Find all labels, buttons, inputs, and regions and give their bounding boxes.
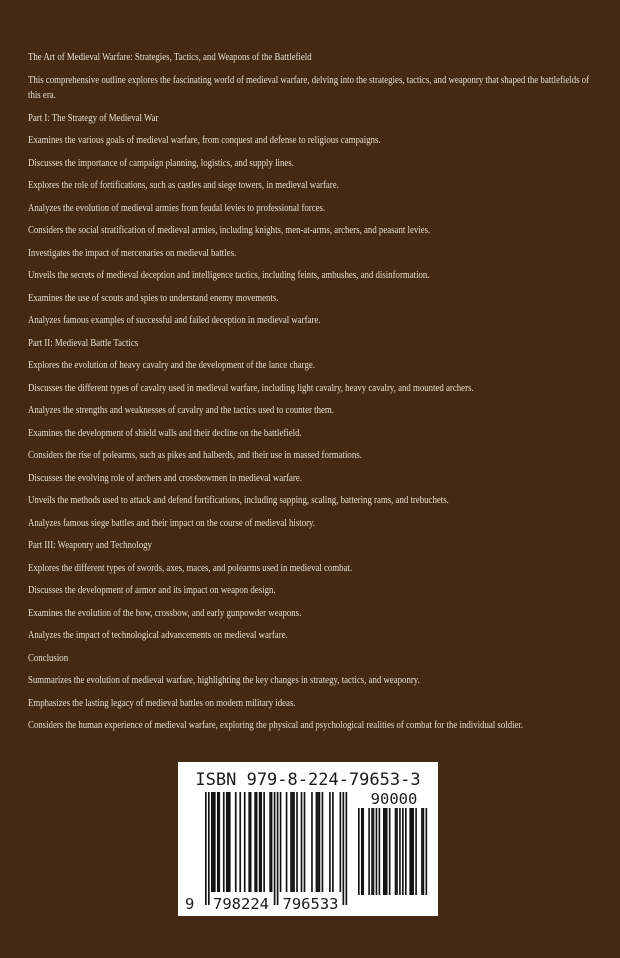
barcode-bar (296, 792, 298, 892)
barcode-bar (405, 808, 407, 895)
barcode-bar (340, 792, 342, 892)
barcode-bar (248, 792, 250, 892)
barcode-bar (409, 808, 411, 895)
outline-line: Considers the human experience of medieval warfare, exploring the physical and psychological realities of combat for the individual soldier. (28, 719, 524, 731)
outline-line: Part I: The Strategy of Medieval War (28, 111, 159, 124)
barcode-bar (293, 792, 295, 892)
barcode-bar (277, 792, 279, 905)
outline-line: Discusses the importance of campaign planning, logistics, and supply lines. (28, 156, 294, 169)
outline-line: Explores the evolution of heavy cavalry and the development of the lance charge. (28, 359, 315, 371)
ean13-lead-digit: 9 (185, 895, 195, 913)
barcode-bar (358, 808, 360, 895)
barcode-bar (244, 792, 246, 892)
outline-line: Investigates the impact of mercenaries on medieval battles. (28, 246, 237, 259)
supplement-digits: 90000 (370, 790, 418, 808)
barcode-bar (292, 792, 294, 892)
barcode-bar (223, 792, 225, 892)
barcode-bar (371, 808, 373, 895)
barcode-bar (411, 808, 413, 895)
barcode-bar (373, 808, 375, 895)
barcode-bar (205, 792, 207, 905)
barcode-bar (218, 792, 220, 892)
barcode-bar (423, 808, 425, 895)
barcode-bar (226, 792, 228, 892)
barcode-bar (322, 792, 324, 892)
barcode-bar (311, 792, 313, 892)
barcode-bar (316, 792, 318, 892)
ean13-left-digits: 798224 (213, 895, 269, 913)
barcode-bar (426, 808, 428, 895)
outline-line: Considers the rise of polearms, such as pikes and halberds, and their use in massed formations. (28, 449, 362, 461)
barcode-bar (214, 792, 216, 892)
barcode-bar (332, 792, 334, 892)
barcode-bar (286, 792, 288, 892)
barcode-bar (346, 792, 348, 905)
barcode-bar (254, 792, 256, 892)
barcode-bar (269, 792, 271, 892)
barcode-bar (250, 792, 252, 892)
isbn-label: ISBN 979-8-224-79653-3 (195, 770, 421, 790)
barcode-bar (280, 792, 282, 892)
barcode-bar (415, 808, 417, 895)
barcode-bar (211, 792, 213, 892)
barcode-bar (384, 808, 386, 895)
barcode-bar (389, 808, 391, 895)
isbn-barcode (178, 762, 438, 916)
outline-line: Explores the role of fortifications, such as castles and siege towers, in medieval warfare. (28, 179, 339, 191)
barcode-bar (412, 808, 414, 895)
outline-line: Part III: Weaponry and Technology (28, 539, 152, 551)
outline-line: Unveils the methods used to attack and defend fortifications, including sapping, scaling, battering rams, and trebuchets. (28, 494, 449, 506)
barcode-bar (395, 808, 397, 895)
outline-line: Unveils the secrets of medieval deception and intelligence tactics, including feints, ambushes, and disinformation. (28, 269, 430, 281)
barcode-bar (271, 792, 273, 892)
barcode-bar (319, 792, 321, 892)
outline-line: Emphasizes the lasting legacy of medieval battles on modern military ideas. (28, 696, 296, 709)
barcode-bar (361, 808, 363, 895)
barcode-bar (227, 792, 229, 892)
outline-line: Conclusion (28, 651, 69, 664)
outline-line: Summarizes the evolution of medieval warfare, highlighting the key changes in strategy, tactics, and weaponry. (28, 674, 420, 686)
isbn-barcode-box (178, 762, 438, 916)
barcode-bar (399, 808, 401, 895)
barcode-bar (329, 792, 331, 892)
barcode-bar (421, 808, 423, 895)
outline-line: Analyzes the impact of technological advancements on medieval warfare. (28, 629, 288, 641)
outline-line: Analyzes famous siege battles and their impact on the course of medieval history. (28, 516, 316, 529)
outline-line: Discusses the evolving role of archers and crossbowmen in medieval warfare. (28, 471, 302, 484)
outline-line: Examines the various goals of medieval warfare, from conquest and defense to religious campaigns. (28, 134, 381, 146)
barcode-bar (217, 792, 219, 892)
outline-line: This comprehensive outline explores the fascinating world of medieval warfare, delving into the strategies, tactics, and weaponry that shaped the battlefields of this era. (28, 73, 590, 101)
barcode-bar (368, 808, 370, 895)
barcode-bar (376, 808, 378, 895)
barcode-bar (239, 792, 241, 892)
outline-line: Analyzes the evolution of medieval armies from feudal levies to professional forces. (28, 201, 326, 214)
outline-line: Examines the evolution of the bow, crossbow, and early gunpowder weapons. (28, 606, 302, 619)
outline-line: Analyzes famous examples of successful and failed deception in medieval warfare. (28, 314, 321, 326)
barcode-bar (256, 792, 258, 892)
barcode-bar (343, 792, 345, 905)
barcode-bar (260, 792, 262, 892)
barcode-bar (229, 792, 231, 892)
outline-line: Discusses the development of armor and its impact on weapon design. (28, 584, 276, 596)
outline-line: Examines the use of scouts and spies to understand enemy movements. (28, 291, 279, 304)
barcode-bar (362, 808, 364, 895)
barcode-bar (208, 792, 210, 905)
barcode-bar (212, 792, 214, 892)
barcode-bar (290, 792, 292, 892)
barcode-bar (396, 808, 398, 895)
barcode-bar (386, 808, 388, 895)
barcode-bar (274, 792, 276, 905)
barcode-bar (301, 792, 303, 892)
barcode-bar (383, 808, 385, 895)
outline-line: Discusses the different types of cavalry used in medieval warfare, including light cavalry, heavy cavalry, and mounted archers. (28, 381, 474, 394)
outline-line: Analyzes the strengths and weaknesses of cavalry and the tactics used to counter them. (28, 404, 334, 416)
barcode-bar (317, 792, 319, 892)
barcode-bar (379, 808, 381, 895)
outline-line: Part II: Medieval Battle Tactics (28, 336, 139, 349)
barcode-bar (304, 792, 306, 892)
outline-line: Considers the social stratification of medieval armies, including knights, men-at-arms, archers, and peasant levies. (28, 224, 431, 236)
ean13-right-digits: 796533 (282, 895, 339, 913)
outline-line: Examines the development of shield walls and their decline on the battlefield. (28, 426, 302, 439)
barcode-bar (235, 792, 237, 892)
barcode-bar (263, 792, 265, 892)
book-title: The Art of Medieval Warfare: Strategies, Tactics, and Weapons of the Battlefield (28, 51, 312, 63)
barcode-bar (259, 792, 261, 892)
barcode-bar (402, 808, 404, 895)
outline-line: Explores the different types of swords, axes, maces, and polearms used in medieval combat. (28, 561, 353, 574)
outline-text-block (28, 50, 596, 741)
